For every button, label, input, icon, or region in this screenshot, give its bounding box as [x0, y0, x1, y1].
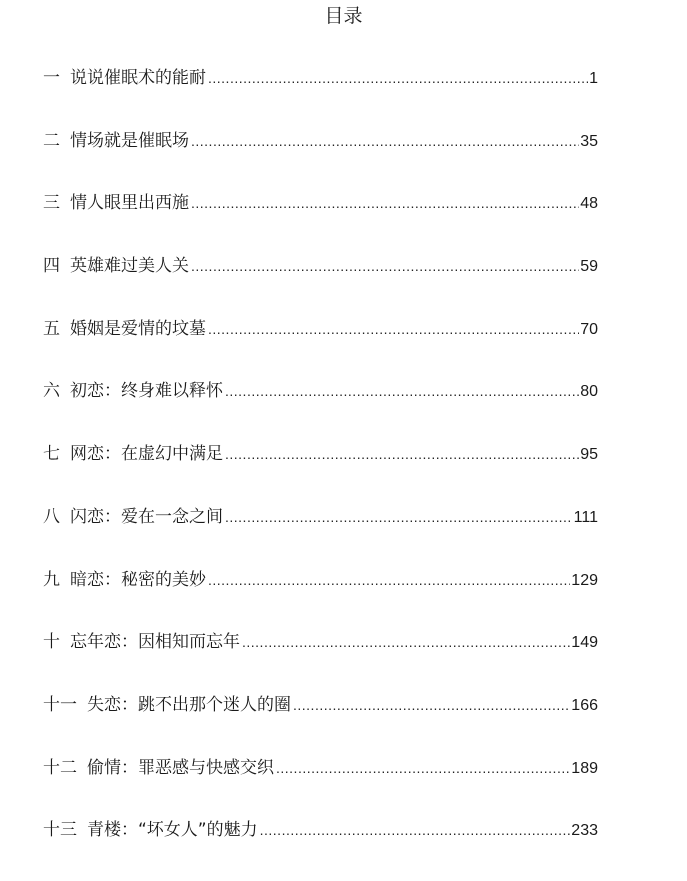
dot-leader [293, 693, 570, 717]
toc-entry-page: 48 [580, 195, 598, 213]
dot-leader [276, 756, 570, 780]
toc-entry-title: 网恋：在虚幻中满足 [70, 444, 223, 465]
toc-entry-page: 35 [580, 132, 598, 150]
toc-entry-title: 情场就是催眠场 [70, 130, 189, 151]
toc-entry-number: 十三 [43, 820, 77, 841]
dot-leader [191, 191, 579, 215]
toc-entry-number: 二 [43, 130, 60, 151]
toc-entry-number: 七 [43, 444, 60, 465]
toc-entry [43, 379, 598, 442]
toc-entry [43, 693, 598, 756]
toc-entry-page: 129 [571, 571, 598, 589]
toc-entry-title: 初恋：终身难以释怀 [70, 381, 223, 402]
toc-entry-title: 说说催眠术的能耐 [70, 68, 206, 88]
toc-entry-number: 一 [43, 68, 60, 88]
toc-entry-number: 四 [43, 256, 60, 277]
toc-entry-title: 青楼：“坏女人”的魅力 [87, 820, 258, 841]
toc-entry-page: 233 [571, 822, 598, 840]
toc-entry-title: 暗恋：秘密的美妙 [70, 569, 206, 590]
toc-list [43, 66, 598, 881]
dot-leader [260, 818, 571, 842]
dot-leader [208, 568, 570, 592]
toc-entry-page: 95 [580, 446, 598, 464]
toc-entry [43, 254, 598, 317]
dot-leader [208, 66, 588, 90]
toc-entry-title: 婚姻是爱情的坟墓 [70, 318, 206, 339]
toc-entry [43, 317, 598, 380]
toc-entry-page: 80 [580, 383, 598, 401]
toc-entry-page: 1 [589, 70, 598, 87]
toc-entry-number: 十一 [43, 694, 77, 715]
dot-leader [225, 442, 579, 466]
dot-leader [191, 254, 579, 278]
toc-entry-title: 情人眼里出西施 [70, 193, 189, 214]
dot-leader [242, 630, 570, 654]
toc-entry-title: 英雄难过美人关 [70, 256, 189, 277]
toc-entry [43, 442, 598, 505]
toc-entry [43, 505, 598, 568]
toc-entry-page: 149 [571, 634, 598, 652]
toc-entry-number: 八 [43, 506, 60, 527]
toc-entry [43, 568, 598, 631]
toc-entry [43, 66, 598, 129]
toc-entry-number: 三 [43, 193, 60, 214]
toc-entry-title: 失恋：跳不出那个迷人的圈 [87, 694, 291, 715]
toc-entry [43, 191, 598, 254]
dot-leader [225, 379, 579, 403]
toc-entry-page: 189 [571, 759, 598, 777]
toc-entry-title: 闪恋：爱在一念之间 [70, 506, 223, 527]
toc-entry [43, 818, 598, 881]
toc-entry-number: 十二 [43, 757, 77, 778]
toc-entry [43, 756, 598, 819]
toc-entry-title: 忘年恋：因相知而忘年 [70, 632, 240, 653]
toc-entry-title: 偷情：罪恶感与快感交织 [87, 757, 274, 778]
toc-entry-number: 九 [43, 569, 60, 590]
dot-leader [225, 505, 573, 529]
dot-leader [191, 129, 579, 153]
toc-title: 目录 [324, 5, 363, 27]
toc-entry [43, 129, 598, 192]
dot-leader [208, 317, 579, 341]
toc-entry [43, 630, 598, 693]
toc-entry-page: 111 [573, 508, 598, 526]
toc-entry-page: 59 [580, 258, 598, 276]
toc-entry-number: 十 [43, 632, 60, 653]
toc-entry-number: 六 [43, 381, 60, 402]
toc-entry-page: 166 [571, 696, 598, 714]
toc-entry-page: 70 [580, 320, 598, 338]
toc-entry-number: 五 [43, 318, 60, 339]
